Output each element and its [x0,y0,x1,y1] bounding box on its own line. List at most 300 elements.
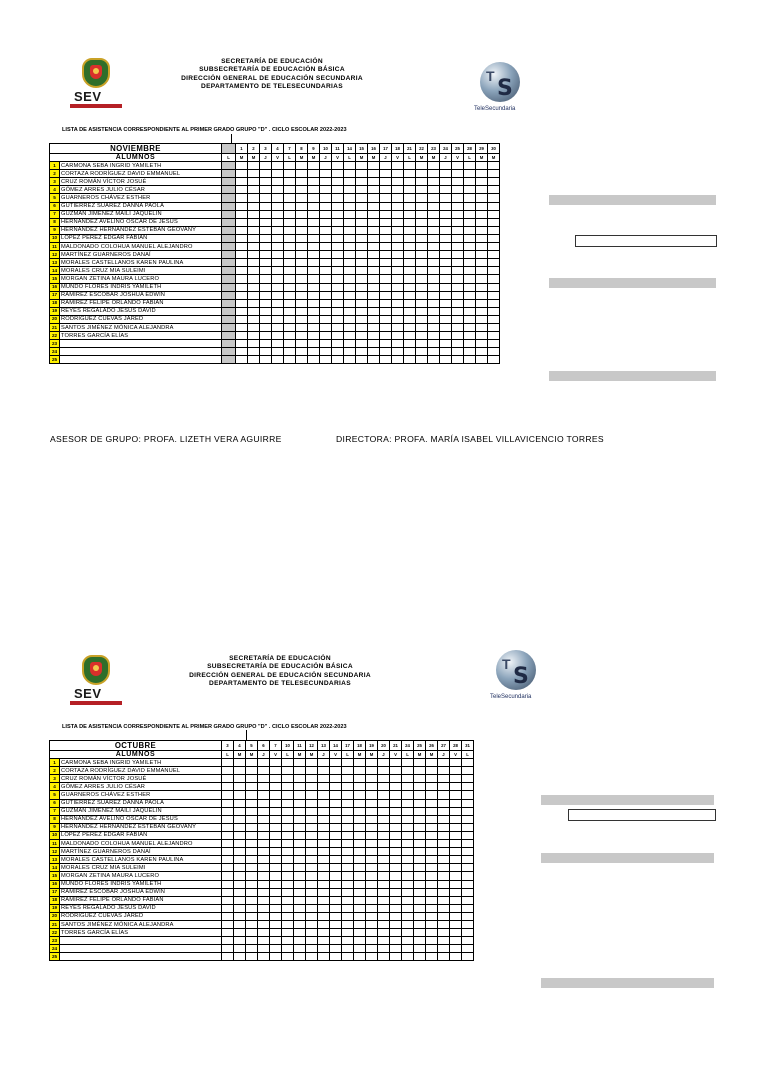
attendance-cell[interactable] [248,315,260,323]
attendance-cell[interactable] [318,904,330,912]
attendance-cell[interactable] [260,275,272,283]
attendance-cell[interactable] [404,243,416,251]
attendance-cell[interactable] [258,767,270,775]
attendance-cell[interactable] [330,953,342,961]
attendance-cell[interactable] [368,210,380,218]
attendance-cell[interactable] [416,323,428,331]
attendance-cell[interactable] [402,823,414,831]
attendance-cell[interactable] [380,315,392,323]
attendance-cell[interactable] [450,929,462,937]
attendance-cell[interactable] [270,880,282,888]
attendance-cell[interactable] [392,332,404,340]
attendance-cell[interactable] [390,815,402,823]
attendance-cell[interactable] [320,234,332,242]
attendance-cell[interactable] [450,872,462,880]
attendance-cell[interactable] [234,864,246,872]
attendance-cell[interactable] [390,888,402,896]
attendance-cell[interactable] [354,945,366,953]
attendance-cell[interactable] [260,315,272,323]
attendance-cell[interactable] [296,348,308,356]
attendance-cell[interactable] [476,210,488,218]
attendance-cell[interactable] [402,896,414,904]
attendance-cell[interactable] [344,332,356,340]
attendance-cell[interactable] [390,856,402,864]
attendance-cell[interactable] [330,929,342,937]
attendance-cell[interactable] [270,759,282,767]
attendance-cell[interactable] [294,880,306,888]
attendance-cell[interactable] [366,799,378,807]
attendance-cell[interactable] [438,880,450,888]
attendance-cell[interactable] [426,888,438,896]
attendance-cell[interactable] [306,807,318,815]
attendance-cell[interactable] [222,912,234,920]
attendance-cell[interactable] [272,243,284,251]
attendance-cell[interactable] [476,332,488,340]
attendance-cell[interactable] [426,759,438,767]
attendance-cell[interactable] [368,283,380,291]
attendance-cell[interactable] [378,937,390,945]
attendance-cell[interactable] [320,186,332,194]
attendance-cell[interactable] [308,162,320,170]
attendance-cell[interactable] [246,848,258,856]
attendance-cell[interactable] [284,315,296,323]
attendance-cell[interactable] [308,283,320,291]
attendance-cell[interactable] [284,178,296,186]
attendance-cell[interactable] [368,299,380,307]
attendance-cell[interactable] [354,937,366,945]
attendance-cell[interactable] [342,929,354,937]
attendance-cell[interactable] [330,848,342,856]
attendance-cell[interactable] [320,162,332,170]
attendance-cell[interactable] [452,243,464,251]
attendance-cell[interactable] [354,912,366,920]
attendance-cell[interactable] [258,775,270,783]
attendance-cell[interactable] [284,299,296,307]
attendance-cell[interactable] [258,856,270,864]
attendance-cell[interactable] [426,799,438,807]
attendance-cell[interactable] [428,283,440,291]
attendance-cell[interactable] [354,896,366,904]
attendance-cell[interactable] [402,880,414,888]
attendance-cell[interactable] [464,234,476,242]
attendance-cell[interactable] [416,332,428,340]
attendance-cell[interactable] [284,348,296,356]
attendance-cell[interactable] [378,920,390,928]
attendance-cell[interactable] [282,856,294,864]
attendance-cell[interactable] [476,170,488,178]
attendance-cell[interactable] [270,920,282,928]
attendance-cell[interactable] [440,340,452,348]
attendance-cell[interactable] [308,259,320,267]
attendance-cell[interactable] [464,162,476,170]
attendance-cell[interactable] [440,315,452,323]
attendance-cell[interactable] [246,840,258,848]
attendance-cell[interactable] [464,210,476,218]
attendance-cell[interactable] [366,767,378,775]
attendance-cell[interactable] [332,267,344,275]
attendance-cell[interactable] [248,234,260,242]
attendance-cell[interactable] [414,945,426,953]
attendance-cell[interactable] [306,815,318,823]
attendance-cell[interactable] [380,307,392,315]
attendance-cell[interactable] [378,904,390,912]
attendance-cell[interactable] [318,767,330,775]
attendance-cell[interactable] [308,267,320,275]
attendance-cell[interactable] [234,896,246,904]
attendance-cell[interactable] [452,210,464,218]
attendance-cell[interactable] [488,323,500,331]
attendance-cell[interactable] [462,864,474,872]
attendance-cell[interactable] [308,307,320,315]
attendance-cell[interactable] [294,840,306,848]
attendance-cell[interactable] [440,332,452,340]
attendance-cell[interactable] [258,807,270,815]
attendance-cell[interactable] [356,323,368,331]
attendance-cell[interactable] [234,848,246,856]
attendance-cell[interactable] [248,323,260,331]
attendance-cell[interactable] [452,275,464,283]
attendance-cell[interactable] [402,929,414,937]
attendance-cell[interactable] [258,840,270,848]
attendance-cell[interactable] [294,759,306,767]
attendance-cell[interactable] [440,348,452,356]
attendance-cell[interactable] [272,267,284,275]
attendance-cell[interactable] [296,291,308,299]
attendance-cell[interactable] [452,178,464,186]
attendance-cell[interactable] [392,356,404,364]
attendance-cell[interactable] [234,783,246,791]
attendance-cell[interactable] [464,226,476,234]
attendance-cell[interactable] [332,315,344,323]
attendance-cell[interactable] [234,799,246,807]
attendance-cell[interactable] [462,880,474,888]
attendance-cell[interactable] [392,283,404,291]
attendance-cell[interactable] [260,186,272,194]
attendance-cell[interactable] [294,831,306,839]
attendance-cell[interactable] [450,775,462,783]
attendance-cell[interactable] [342,937,354,945]
attendance-cell[interactable] [378,840,390,848]
attendance-cell[interactable] [452,267,464,275]
attendance-cell[interactable] [284,243,296,251]
attendance-cell[interactable] [318,945,330,953]
attendance-cell[interactable] [428,340,440,348]
attendance-cell[interactable] [260,251,272,259]
attendance-cell[interactable] [248,267,260,275]
attendance-cell[interactable] [414,864,426,872]
attendance-cell[interactable] [390,864,402,872]
attendance-cell[interactable] [320,307,332,315]
attendance-cell[interactable] [354,799,366,807]
attendance-cell[interactable] [344,243,356,251]
attendance-cell[interactable] [308,299,320,307]
attendance-cell[interactable] [476,267,488,275]
attendance-cell[interactable] [258,823,270,831]
attendance-cell[interactable] [308,340,320,348]
attendance-cell[interactable] [390,775,402,783]
attendance-cell[interactable] [462,929,474,937]
attendance-cell[interactable] [462,920,474,928]
attendance-cell[interactable] [284,291,296,299]
attendance-cell[interactable] [366,880,378,888]
attendance-cell[interactable] [428,259,440,267]
attendance-cell[interactable] [450,920,462,928]
attendance-cell[interactable] [464,275,476,283]
attendance-cell[interactable] [318,823,330,831]
attendance-cell[interactable] [380,210,392,218]
attendance-cell[interactable] [440,307,452,315]
attendance-cell[interactable] [450,904,462,912]
attendance-cell[interactable] [236,202,248,210]
attendance-cell[interactable] [272,275,284,283]
attendance-cell[interactable] [416,348,428,356]
attendance-cell[interactable] [270,904,282,912]
attendance-cell[interactable] [476,218,488,226]
attendance-cell[interactable] [452,234,464,242]
attendance-cell[interactable] [426,791,438,799]
attendance-cell[interactable] [342,912,354,920]
attendance-cell[interactable] [462,831,474,839]
attendance-cell[interactable] [426,904,438,912]
attendance-cell[interactable] [438,775,450,783]
attendance-cell[interactable] [380,340,392,348]
attendance-cell[interactable] [416,170,428,178]
attendance-cell[interactable] [416,178,428,186]
attendance-cell[interactable] [450,937,462,945]
attendance-cell[interactable] [428,275,440,283]
attendance-cell[interactable] [284,162,296,170]
attendance-cell[interactable] [402,840,414,848]
attendance-cell[interactable] [306,888,318,896]
attendance-cell[interactable] [330,872,342,880]
attendance-cell[interactable] [272,186,284,194]
attendance-cell[interactable] [236,323,248,331]
attendance-cell[interactable] [438,896,450,904]
attendance-cell[interactable] [390,807,402,815]
attendance-cell[interactable] [488,356,500,364]
attendance-cell[interactable] [270,872,282,880]
attendance-cell[interactable] [378,759,390,767]
attendance-cell[interactable] [416,162,428,170]
attendance-cell[interactable] [294,815,306,823]
attendance-cell[interactable] [438,912,450,920]
attendance-cell[interactable] [234,775,246,783]
attendance-cell[interactable] [318,937,330,945]
attendance-cell[interactable] [404,202,416,210]
attendance-cell[interactable] [318,759,330,767]
attendance-cell[interactable] [416,251,428,259]
attendance-cell[interactable] [366,759,378,767]
attendance-cell[interactable] [342,783,354,791]
attendance-cell[interactable] [234,831,246,839]
attendance-cell[interactable] [234,888,246,896]
attendance-cell[interactable] [318,799,330,807]
attendance-cell[interactable] [308,291,320,299]
attendance-cell[interactable] [332,234,344,242]
attendance-cell[interactable] [258,831,270,839]
attendance-cell[interactable] [380,202,392,210]
attendance-cell[interactable] [414,791,426,799]
attendance-cell[interactable] [402,912,414,920]
attendance-cell[interactable] [234,929,246,937]
attendance-cell[interactable] [294,904,306,912]
attendance-cell[interactable] [366,872,378,880]
attendance-cell[interactable] [438,815,450,823]
attendance-cell[interactable] [450,864,462,872]
attendance-cell[interactable] [272,170,284,178]
attendance-cell[interactable] [354,880,366,888]
attendance-cell[interactable] [272,307,284,315]
attendance-cell[interactable] [356,218,368,226]
attendance-cell[interactable] [488,340,500,348]
attendance-cell[interactable] [438,864,450,872]
attendance-cell[interactable] [354,953,366,961]
attendance-cell[interactable] [366,937,378,945]
attendance-cell[interactable] [380,323,392,331]
attendance-cell[interactable] [416,202,428,210]
attendance-cell[interactable] [414,872,426,880]
attendance-cell[interactable] [234,759,246,767]
attendance-cell[interactable] [402,920,414,928]
attendance-cell[interactable] [488,267,500,275]
attendance-cell[interactable] [488,299,500,307]
attendance-cell[interactable] [404,259,416,267]
attendance-cell[interactable] [452,307,464,315]
attendance-cell[interactable] [390,799,402,807]
attendance-cell[interactable] [380,332,392,340]
attendance-cell[interactable] [368,178,380,186]
attendance-cell[interactable] [248,251,260,259]
attendance-cell[interactable] [308,194,320,202]
attendance-cell[interactable] [234,872,246,880]
attendance-cell[interactable] [392,323,404,331]
attendance-cell[interactable] [476,162,488,170]
attendance-cell[interactable] [390,840,402,848]
attendance-cell[interactable] [222,759,234,767]
attendance-cell[interactable] [284,307,296,315]
attendance-cell[interactable] [296,267,308,275]
attendance-cell[interactable] [428,299,440,307]
attendance-cell[interactable] [366,912,378,920]
attendance-cell[interactable] [246,888,258,896]
attendance-cell[interactable] [258,896,270,904]
attendance-cell[interactable] [464,315,476,323]
attendance-cell[interactable] [258,929,270,937]
attendance-cell[interactable] [404,307,416,315]
attendance-cell[interactable] [380,275,392,283]
attendance-cell[interactable] [368,340,380,348]
attendance-cell[interactable] [260,299,272,307]
attendance-cell[interactable] [392,348,404,356]
attendance-cell[interactable] [222,775,234,783]
attendance-cell[interactable] [236,234,248,242]
attendance-cell[interactable] [366,904,378,912]
attendance-cell[interactable] [438,823,450,831]
attendance-cell[interactable] [246,896,258,904]
attendance-cell[interactable] [282,888,294,896]
attendance-cell[interactable] [270,912,282,920]
attendance-cell[interactable] [464,332,476,340]
attendance-cell[interactable] [260,202,272,210]
attendance-cell[interactable] [260,218,272,226]
attendance-cell[interactable] [320,291,332,299]
attendance-cell[interactable] [404,251,416,259]
attendance-cell[interactable] [320,323,332,331]
attendance-cell[interactable] [414,856,426,864]
attendance-cell[interactable] [270,775,282,783]
attendance-cell[interactable] [342,880,354,888]
attendance-cell[interactable] [222,823,234,831]
attendance-cell[interactable] [476,348,488,356]
attendance-cell[interactable] [260,234,272,242]
attendance-cell[interactable] [222,880,234,888]
attendance-cell[interactable] [260,226,272,234]
attendance-cell[interactable] [404,291,416,299]
attendance-cell[interactable] [354,831,366,839]
attendance-cell[interactable] [318,912,330,920]
attendance-cell[interactable] [282,815,294,823]
attendance-cell[interactable] [222,791,234,799]
attendance-cell[interactable] [366,856,378,864]
attendance-cell[interactable] [390,920,402,928]
attendance-cell[interactable] [402,888,414,896]
attendance-cell[interactable] [438,920,450,928]
attendance-cell[interactable] [234,840,246,848]
attendance-cell[interactable] [248,178,260,186]
attendance-cell[interactable] [440,259,452,267]
attendance-cell[interactable] [450,945,462,953]
attendance-cell[interactable] [306,880,318,888]
attendance-cell[interactable] [270,840,282,848]
attendance-cell[interactable] [236,186,248,194]
attendance-cell[interactable] [272,226,284,234]
attendance-cell[interactable] [392,291,404,299]
attendance-cell[interactable] [426,840,438,848]
attendance-cell[interactable] [330,823,342,831]
attendance-cell[interactable] [356,186,368,194]
attendance-cell[interactable] [344,210,356,218]
attendance-cell[interactable] [440,234,452,242]
attendance-cell[interactable] [234,791,246,799]
attendance-cell[interactable] [320,194,332,202]
attendance-cell[interactable] [318,840,330,848]
attendance-cell[interactable] [428,291,440,299]
attendance-cell[interactable] [416,259,428,267]
attendance-cell[interactable] [354,840,366,848]
attendance-cell[interactable] [404,340,416,348]
attendance-cell[interactable] [356,226,368,234]
attendance-cell[interactable] [440,275,452,283]
attendance-cell[interactable] [248,299,260,307]
attendance-cell[interactable] [342,872,354,880]
attendance-cell[interactable] [246,767,258,775]
attendance-cell[interactable] [342,888,354,896]
attendance-cell[interactable] [366,929,378,937]
attendance-cell[interactable] [258,920,270,928]
attendance-cell[interactable] [378,896,390,904]
attendance-cell[interactable] [438,953,450,961]
attendance-cell[interactable] [272,194,284,202]
attendance-cell[interactable] [464,194,476,202]
attendance-cell[interactable] [248,356,260,364]
attendance-cell[interactable] [330,791,342,799]
attendance-cell[interactable] [248,275,260,283]
attendance-cell[interactable] [332,251,344,259]
attendance-cell[interactable] [402,807,414,815]
attendance-cell[interactable] [296,340,308,348]
attendance-cell[interactable] [426,953,438,961]
attendance-cell[interactable] [344,307,356,315]
